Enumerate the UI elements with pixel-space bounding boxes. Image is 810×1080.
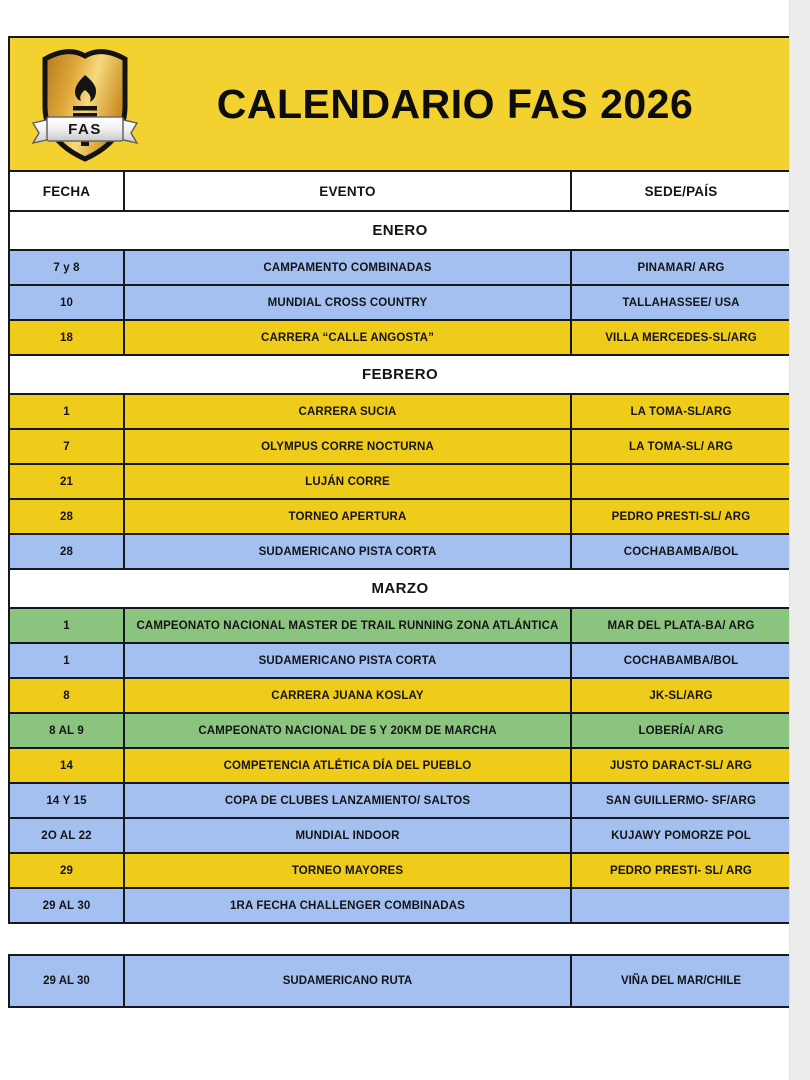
calendar-table	[8, 36, 792, 924]
cell-fecha: 14 Y 15	[9, 783, 124, 818]
cell-fecha: 8 AL 9	[9, 713, 124, 748]
cell-fecha: 29	[9, 853, 124, 888]
cell-fecha: 8	[9, 678, 124, 713]
cell-evento: CARRERA JUANA KOSLAY	[124, 678, 571, 713]
calendar-header-row	[9, 37, 791, 171]
cell-fecha: 21	[9, 464, 124, 499]
cell-evento: CAMPAMENTO COMBINADAS	[124, 250, 571, 285]
table-row[interactable]	[9, 250, 791, 285]
column-header-sede: SEDE/PAÍS	[571, 171, 791, 211]
cell-evento: MUNDIAL INDOOR	[124, 818, 571, 853]
cell-sede: VILLA MERCEDES-SL/ARG	[571, 320, 791, 355]
month-label-febrero: FEBRERO	[9, 355, 791, 394]
cell-fecha: 1	[9, 608, 124, 643]
page-edge-strip	[789, 0, 810, 1080]
cell-sede: LA TOMA-SL/ ARG	[571, 429, 791, 464]
cell-fecha: 7 y 8	[9, 250, 124, 285]
column-header-evento: EVENTO	[124, 171, 571, 211]
column-header-fecha: FECHA	[9, 171, 124, 211]
cell-evento: COMPETENCIA ATLÉTICA DÍA DEL PUEBLO	[124, 748, 571, 783]
month-header-row	[9, 569, 791, 608]
cell-evento: CARRERA “CALLE ANGOSTA”	[124, 320, 571, 355]
cell-fecha: 28	[9, 534, 124, 569]
table-row[interactable]	[9, 394, 791, 429]
cell-sede: TALLAHASSEE/ USA	[571, 285, 791, 320]
cell-sede: PEDRO PRESTI- SL/ ARG	[571, 853, 791, 888]
cell-evento: SUDAMERICANO PISTA CORTA	[124, 643, 571, 678]
cell-evento: TORNEO MAYORES	[124, 853, 571, 888]
cell-fecha: 2O AL 22	[9, 818, 124, 853]
cell-sede: KUJAWY POMORZE POL	[571, 818, 791, 853]
cell-fecha: 10	[9, 285, 124, 320]
page-title: CALENDARIO FAS 2026	[216, 80, 694, 127]
column-header-row	[9, 171, 791, 211]
cell-fecha: 1	[9, 394, 124, 429]
month-label-marzo: MARZO	[9, 569, 791, 608]
cell-sede: VIÑA DEL MAR/CHILE	[571, 955, 791, 1007]
cell-sede	[571, 888, 791, 923]
cell-fecha: 29 AL 30	[9, 955, 124, 1007]
cell-evento: SUDAMERICANO RUTA	[124, 955, 571, 1007]
cell-sede: JK-SL/ARG	[571, 678, 791, 713]
table-row[interactable]	[9, 888, 791, 923]
fas-logo	[10, 45, 160, 163]
cell-fecha: 1	[9, 643, 124, 678]
table-row[interactable]	[9, 678, 791, 713]
cell-fecha: 28	[9, 499, 124, 534]
cell-sede: SAN GUILLERMO- SF/ARG	[571, 783, 791, 818]
cell-sede: PEDRO PRESTI-SL/ ARG	[571, 499, 791, 534]
fas-ribbon-text: FAS	[68, 121, 102, 138]
cell-sede: MAR DEL PLATA-BA/ ARG	[571, 608, 791, 643]
cell-fecha: 7	[9, 429, 124, 464]
cell-evento: CAMPEONATO NACIONAL MASTER DE TRAIL RUNNING ZONA ATLÁNTICA	[124, 608, 571, 643]
cell-sede	[571, 464, 791, 499]
cell-evento: CARRERA SUCIA	[124, 394, 571, 429]
cell-evento: TORNEO APERTURA	[124, 499, 571, 534]
table-row[interactable]	[9, 534, 791, 569]
cell-sede: LA TOMA-SL/ARG	[571, 394, 791, 429]
cell-evento: SUDAMERICANO PISTA CORTA	[124, 534, 571, 569]
cell-fecha: 29 AL 30	[9, 888, 124, 923]
trailing-row-table	[8, 954, 792, 1008]
cell-evento: MUNDIAL CROSS COUNTRY	[124, 285, 571, 320]
cell-evento: OLYMPUS CORRE NOCTURNA	[124, 429, 571, 464]
month-header-row	[9, 355, 791, 394]
table-row[interactable]	[9, 643, 791, 678]
table-row[interactable]	[9, 748, 791, 783]
cell-evento: 1RA FECHA CHALLENGER COMBINADAS	[124, 888, 571, 923]
month-header-row	[9, 211, 791, 250]
table-row[interactable]	[9, 713, 791, 748]
cell-sede: COCHABAMBA/BOL	[571, 534, 791, 569]
cell-fecha: 18	[9, 320, 124, 355]
table-row[interactable]	[9, 955, 791, 1007]
cell-evento: CAMPEONATO NACIONAL DE 5 Y 20KM DE MARCHA	[124, 713, 571, 748]
table-row[interactable]	[9, 608, 791, 643]
table-row[interactable]	[9, 464, 791, 499]
cell-sede: PINAMAR/ ARG	[571, 250, 791, 285]
table-row[interactable]	[9, 320, 791, 355]
cell-evento: COPA DE CLUBES LANZAMIENTO/ SALTOS	[124, 783, 571, 818]
table-row[interactable]	[9, 853, 791, 888]
table-row[interactable]	[9, 285, 791, 320]
table-row[interactable]	[9, 783, 791, 818]
cell-fecha: 14	[9, 748, 124, 783]
shield-torch-icon	[29, 45, 141, 163]
month-label-enero: ENERO	[9, 211, 791, 250]
table-row[interactable]	[9, 499, 791, 534]
table-row[interactable]	[9, 818, 791, 853]
table-row[interactable]	[9, 429, 791, 464]
calendar-table-body	[9, 37, 791, 923]
cell-evento: LUJÁN CORRE	[124, 464, 571, 499]
calendar-header-cell	[9, 37, 791, 171]
cell-sede: COCHABAMBA/BOL	[571, 643, 791, 678]
cell-sede: JUSTO DARACT-SL/ ARG	[571, 748, 791, 783]
cell-sede: LOBERÍA/ ARG	[571, 713, 791, 748]
